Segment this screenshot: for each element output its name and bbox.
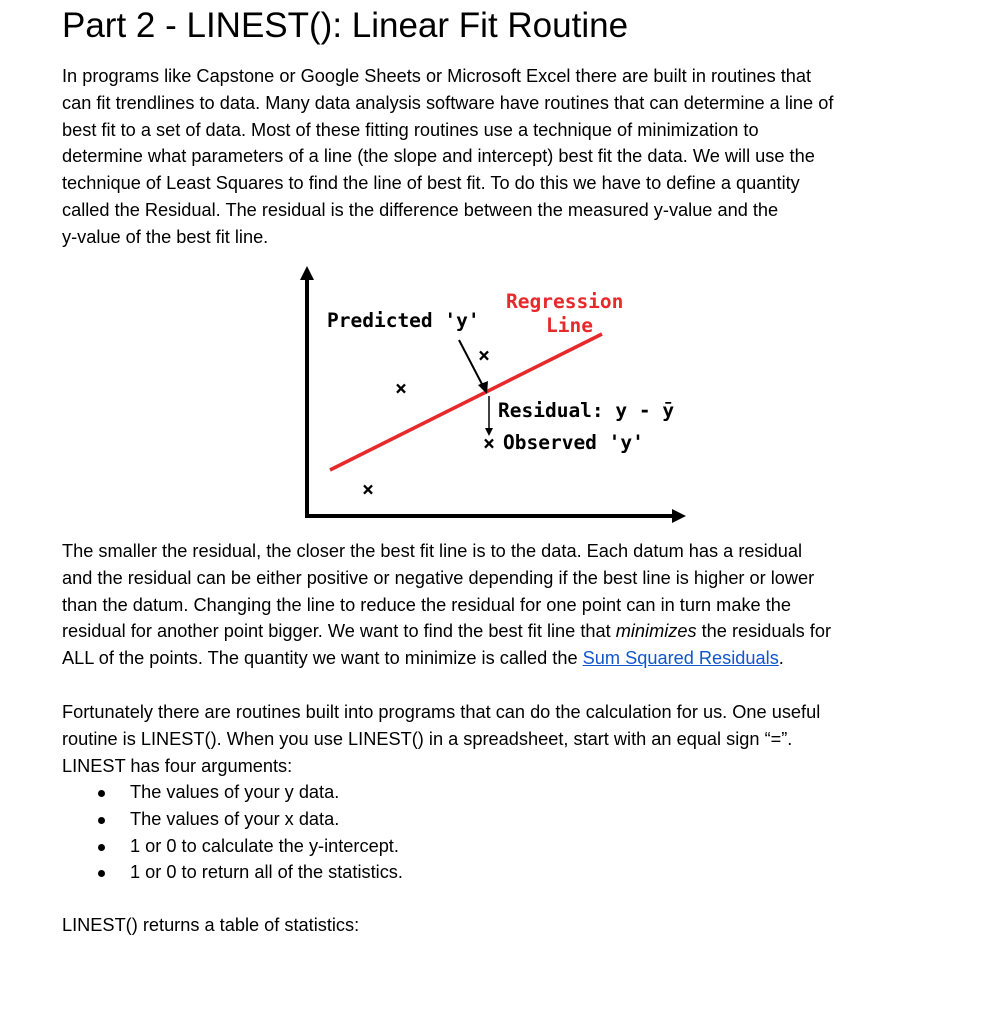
observed-point-marker: ×: [482, 431, 496, 455]
list-item-text: 1 or 0 to calculate the y-intercept.: [130, 835, 399, 856]
text-line: the residuals for: [696, 621, 832, 642]
page-title: Part 2 - LINEST(): Linear Fit Routine: [62, 6, 629, 45]
text-line: determine what parameters of a line (the slope and intercept) best fit the data. We will use the: [62, 146, 815, 167]
list-item-text: 1 or 0 to return all of the statistics.: [130, 862, 403, 883]
text-line: can fit trendlines to data. Many data analysis software have routines that can determine a line of: [62, 92, 834, 113]
text-line: called the Residual. The residual is the difference between the measured y-value and the: [62, 199, 779, 220]
statistics-paragraph: LINEST() returns a table of statistics:: [62, 915, 360, 935]
text-line: technique of Least Squares to find the line of best fit. To do this we have to define a quantity: [62, 173, 800, 194]
text-line: best fit to a set of data. Most of these fitting routines use a technique of minimization to: [62, 119, 759, 140]
bullet-icon: [98, 790, 105, 797]
data-point-marker: ×: [394, 376, 408, 400]
text-line: .: [778, 648, 784, 669]
text-line: In programs like Capstone or Google Sheets or Microsoft Excel there are built in routines that: [62, 66, 812, 86]
regression-label: Line: [546, 314, 593, 337]
text-line: Fortunately there are routines built into programs that can do the calculation for us. One useful: [62, 702, 821, 722]
text-line: and the residual can be either positive or negative depending if the best line is higher or lower: [62, 567, 815, 588]
list-item: [62, 833, 403, 860]
list-item: [62, 779, 403, 806]
linest-paragraph: [62, 699, 942, 779]
list-item: [62, 859, 403, 886]
list-item-text: The values of your y data.: [130, 782, 340, 802]
residual-label: Residual: y - ȳ: [498, 399, 675, 422]
x-axis-arrowhead: [672, 509, 686, 523]
text-line: y-value of the best fit line.: [62, 226, 269, 247]
y-axis-arrowhead: [300, 266, 314, 280]
predicted-label: Predicted 'y': [327, 309, 480, 332]
text-line: The smaller the residual, the closer the best fit line is to the data. Each datum has a residual: [62, 541, 803, 561]
residual-diagram-svg: [296, 264, 696, 526]
intro-paragraph: [62, 63, 942, 251]
data-point-marker: ×: [361, 477, 375, 501]
text-line: ALL of the points. The quantity we want to minimize is called the: [62, 648, 583, 669]
list-item-text: The values of your x data.: [130, 808, 340, 829]
text-line: LINEST has four arguments:: [62, 755, 293, 776]
list-item: [62, 806, 403, 833]
bullet-icon: [98, 844, 105, 851]
residual-paragraph: [62, 538, 942, 672]
sum-squared-residuals-link[interactable]: Sum Squared Residuals: [582, 648, 779, 669]
text-line: than the datum. Changing the line to reduce the residual for one point can in turn make the: [62, 594, 791, 615]
regression-label: Regression: [506, 290, 624, 313]
data-point-marker: ×: [477, 343, 491, 367]
bullet-icon: [98, 870, 105, 877]
residual-diagram: [296, 264, 696, 526]
observed-label: Observed 'y': [503, 431, 644, 454]
emphasis-text: minimizes: [615, 621, 697, 642]
text-line: residual for another point bigger. We want to find the best fit line that: [62, 621, 616, 642]
text-line: routine is LINEST(). When you use LINEST() in a spreadsheet, start with an equal sign “=”.: [62, 728, 793, 749]
linest-arguments-list: [62, 779, 403, 886]
bullet-icon: [98, 817, 105, 824]
